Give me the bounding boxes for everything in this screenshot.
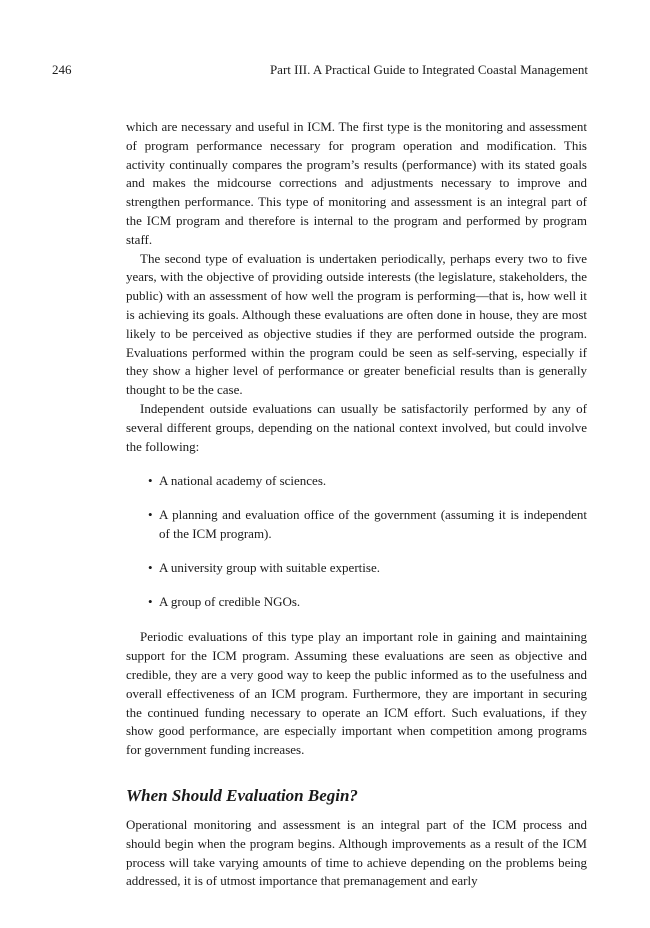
list-item-text: A university group with suitable expertise. (159, 559, 380, 575)
list-item-text: A planning and evaluation office of the government (assuming it is independent of the ICM program). (159, 507, 587, 541)
list-item (126, 559, 587, 578)
evaluator-bullet-list (126, 472, 587, 611)
paragraph-operational-monitoring: Operational monitoring and assessment is an integral part of the ICM process and should begin when the program begins. Although improvements as a result of the ICM process will take varying amounts of time to achieve depending on the problems being addressed, it is of utmost importance that premanagement and early (126, 816, 587, 889)
bullet-icon: • (148, 473, 153, 489)
paragraph-periodic-evaluations: Periodic evaluations of this type play an important role in gaining and maintaining support for the ICM program. Assuming these evaluations are seen as objective and credible, they are a very good way to keep the public informed as to the usefulness and overall effectiveness of an ICM program. Furthermore, they are important in securing the continued funding necessary to operate an ICM effort. Such evaluations, if they show good performance, are especially important when competition among programs for government funding increases. (126, 629, 587, 758)
page-number: 246 (52, 62, 72, 77)
body-text (126, 118, 587, 891)
bullet-icon: • (148, 507, 153, 523)
list-item (126, 593, 587, 612)
running-head (52, 61, 588, 79)
bullet-icon: • (148, 559, 153, 575)
list-item (126, 472, 587, 491)
section-heading: When Should Evaluation Begin? (126, 785, 358, 805)
list-item (126, 506, 587, 544)
running-title: Part III. A Practical Guide to Integrated Coastal Management (269, 62, 588, 77)
list-item-text: A group of credible NGOs. (159, 593, 301, 609)
bullet-icon: • (148, 593, 153, 609)
paragraph-independent-evaluations: Independent outside evaluations can usually be satisfactorily performed by any of several different groups, depending on the national context involved, but could involve the following: (126, 400, 587, 454)
paragraph-second-type-evaluation: The second type of evaluation is undertaken periodically, perhaps every two to five years, with the objective of providing outside interests (the legislature, stakeholders, the public) with an assessment of how well the program is performing—that is, how well it is achieving its goals. Although these evaluations are often done in house, they are most likely to be perceived as objective studies if they are performed outside the program. Evaluations performed within the program could be seen as self-serving, especially if they show a higher level of performance or greater beneficial results than is generally thought to be the case. (126, 250, 587, 398)
paragraph-continuation: which are necessary and useful in ICM. The first type is the monitoring and assessment of program performance necessary for program operation and modification. This activity continually compares the program’s results (performance) with its stated goals and makes the midcourse corrections and adjustments necessary to improve and strengthen performance. This type of monitoring and assessment is an integral part of the ICM program and therefore is internal to the program and performed by program staff. (126, 119, 587, 247)
list-item-text: A national academy of sciences. (159, 473, 327, 489)
